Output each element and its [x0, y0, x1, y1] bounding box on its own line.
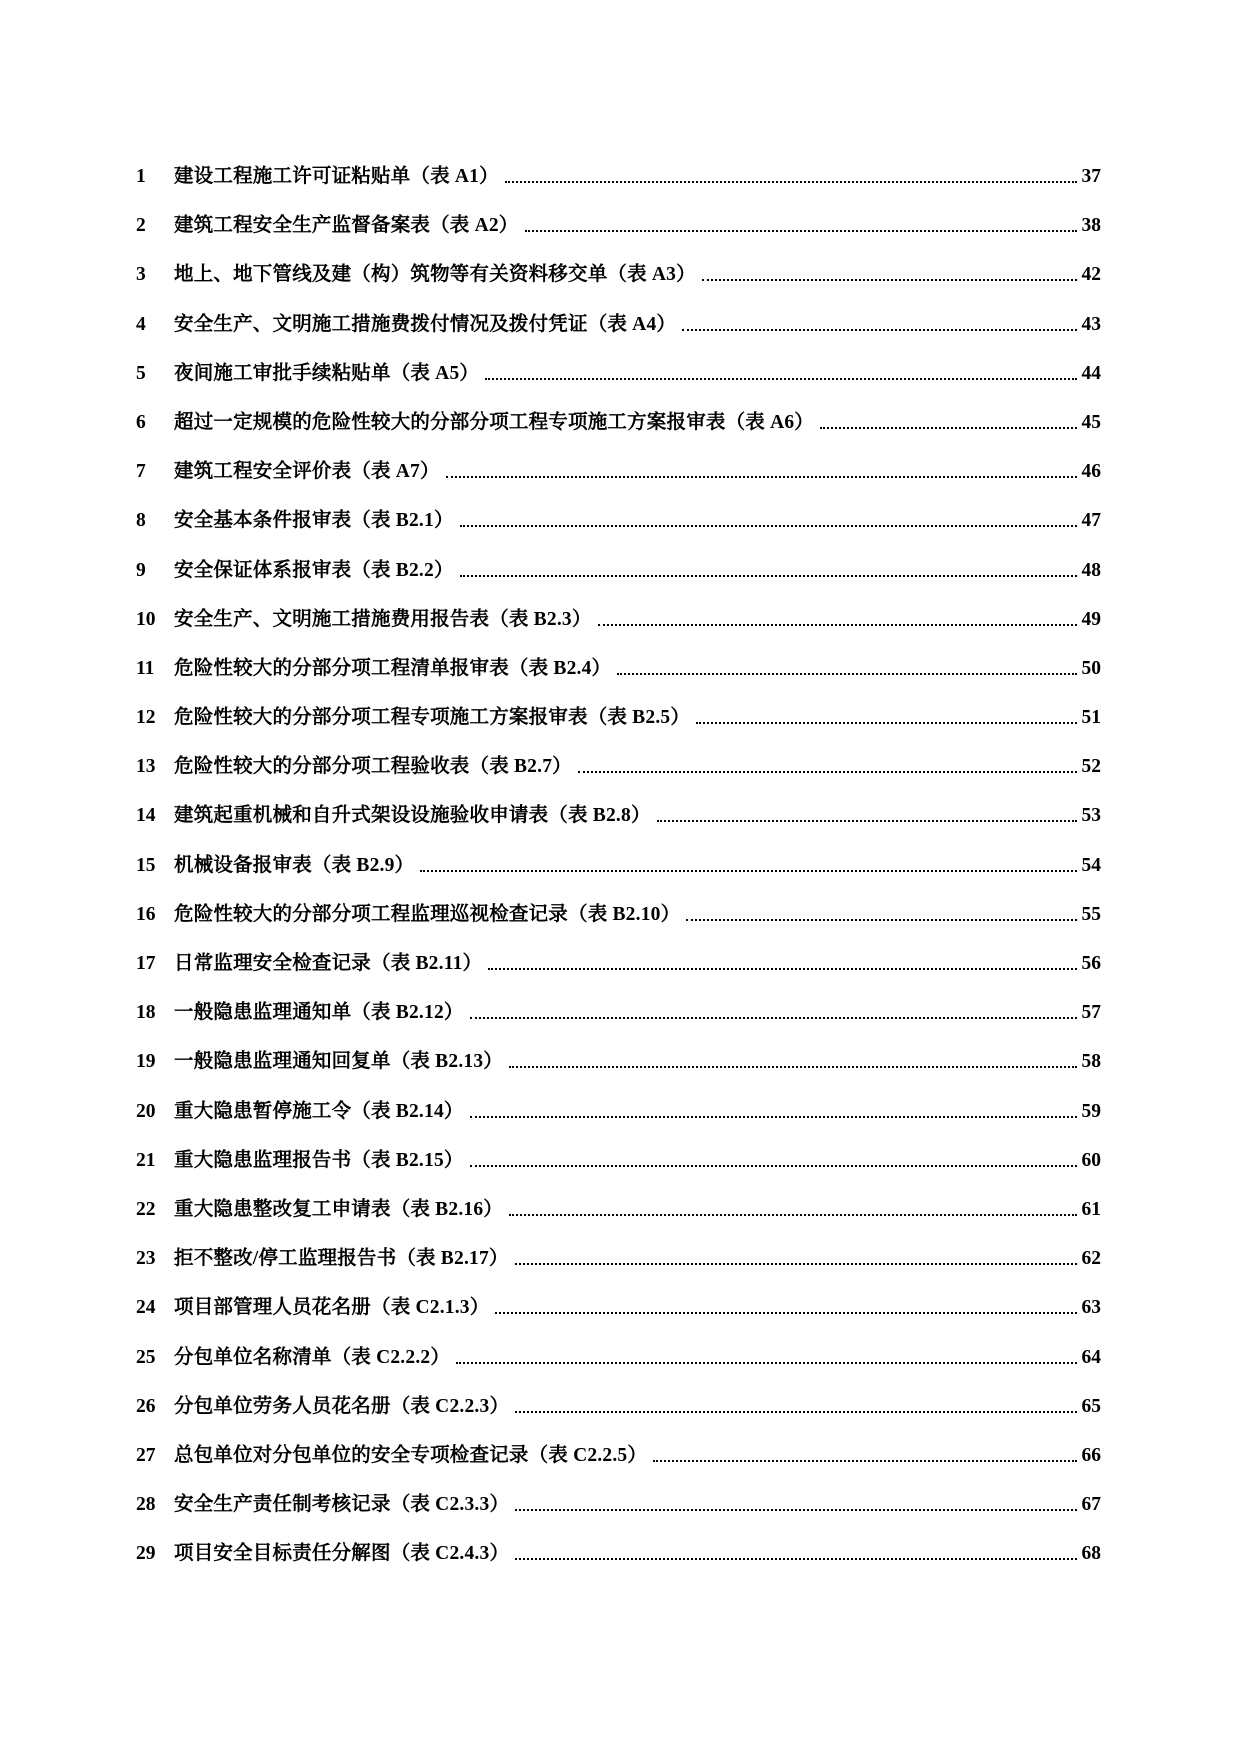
toc-entry[interactable] [136, 853, 1101, 902]
toc-entry-number: 25 [136, 1346, 156, 1368]
toc-entry-page-number: 56 [1081, 953, 1101, 974]
toc-entry-number: 24 [136, 1297, 156, 1319]
toc-entry-page-number: 62 [1081, 1248, 1101, 1270]
toc-entry-number: 26 [136, 1395, 156, 1417]
toc-entry-page-number: 42 [1081, 264, 1101, 286]
toc-entry-page-number: 49 [1081, 608, 1101, 630]
toc-entry-number: 12 [136, 707, 156, 729]
toc-entry-title: 项目部管理人员花名册（表 C2.1.3） [174, 1297, 490, 1319]
toc-entry[interactable] [136, 1148, 1101, 1197]
toc-entry-page-number: 53 [1081, 805, 1101, 827]
toc-entry-title: 分包单位名称清单（表 C2.2.2） [174, 1346, 451, 1368]
toc-dot-leader [505, 164, 1077, 183]
toc-entry-title: 安全保证体系报审表（表 B2.2） [174, 559, 454, 581]
toc-entry-number: 3 [136, 264, 146, 286]
toc-entry-page-number: 38 [1081, 215, 1101, 237]
toc-entry-page-number: 60 [1081, 1149, 1101, 1171]
toc-dot-leader [686, 902, 1077, 921]
toc-entry-page-number: 65 [1081, 1395, 1101, 1417]
toc-dot-leader [657, 803, 1077, 822]
toc-dot-leader [456, 1345, 1077, 1364]
toc-entry-title: 夜间施工审批手续粘贴单（表 A5） [174, 362, 480, 384]
toc-entry-title: 一般隐患监理通知单（表 B2.12） [174, 1002, 464, 1024]
toc-dot-leader [420, 853, 1077, 872]
toc-entry-page-number: 68 [1081, 1543, 1101, 1565]
toc-entry[interactable] [136, 1394, 1101, 1443]
toc-entry-number: 8 [136, 510, 146, 532]
toc-dot-leader [515, 1492, 1077, 1511]
toc-entry[interactable] [136, 1246, 1101, 1295]
toc-entry-title: 拒不整改/停工监理报告书（表 B2.17） [174, 1248, 509, 1270]
toc-entry[interactable] [136, 1000, 1101, 1049]
toc-entry-number: 14 [136, 805, 156, 827]
toc-entry-page-number: 67 [1081, 1494, 1101, 1516]
toc-entry-number: 13 [136, 756, 156, 778]
toc-entry-page-number: 45 [1081, 411, 1101, 433]
toc-entry-title: 地上、地下管线及建（构）筑物等有关资料移交单（表 A3） [174, 264, 696, 286]
toc-dot-leader [820, 410, 1077, 429]
toc-entry-page-number: 61 [1081, 1198, 1101, 1220]
toc-entry-number: 17 [136, 953, 156, 974]
toc-entry[interactable] [136, 1049, 1101, 1098]
toc-entry-title: 分包单位劳务人员花名册（表 C2.2.3） [174, 1395, 510, 1417]
toc-entry[interactable] [136, 803, 1101, 852]
toc-entry-page-number: 58 [1081, 1051, 1101, 1073]
toc-entry-number: 5 [136, 362, 146, 384]
toc-entry-number: 21 [136, 1149, 156, 1171]
toc-entry-page-number: 59 [1081, 1100, 1101, 1122]
toc-entry[interactable] [136, 1099, 1101, 1148]
toc-entry-number: 22 [136, 1198, 156, 1220]
toc-entry-number: 23 [136, 1248, 156, 1270]
toc-dot-leader [460, 508, 1077, 527]
toc-entry[interactable] [136, 1541, 1101, 1590]
toc-entry-page-number: 51 [1081, 707, 1101, 729]
toc-entry[interactable] [136, 1345, 1101, 1394]
toc-entry-number: 6 [136, 411, 146, 433]
toc-entry-page-number: 37 [1081, 166, 1101, 187]
toc-entry-number: 19 [136, 1051, 156, 1073]
toc-entry-number: 9 [136, 559, 146, 581]
toc-entry[interactable] [136, 1492, 1101, 1541]
toc-dot-leader [488, 951, 1077, 970]
toc-entry-number: 2 [136, 215, 146, 237]
toc-entry[interactable] [136, 1197, 1101, 1246]
toc-entry-number: 18 [136, 1002, 156, 1024]
toc-dot-leader [515, 1246, 1077, 1265]
toc-entry-page-number: 46 [1081, 461, 1101, 483]
toc-entry-page-number: 63 [1081, 1297, 1101, 1319]
toc-entry-page-number: 43 [1081, 313, 1101, 335]
toc-entry-number: 28 [136, 1494, 156, 1516]
toc-entry[interactable] [136, 656, 1101, 705]
toc-entry-number: 11 [136, 657, 155, 679]
toc-dot-leader [653, 1443, 1077, 1462]
toc-entry-number: 4 [136, 313, 146, 335]
toc-entry-title: 建筑起重机械和自升式架设设施验收申请表（表 B2.8） [174, 805, 651, 827]
toc-dot-leader [470, 1000, 1077, 1019]
toc-entry-title: 项目安全目标责任分解图（表 C2.4.3） [174, 1543, 510, 1565]
toc-entry-number: 20 [136, 1100, 156, 1122]
toc-entry-number: 1 [136, 166, 146, 187]
toc-dot-leader [702, 262, 1077, 281]
toc-dot-leader [617, 656, 1077, 675]
toc-entry-number: 7 [136, 461, 146, 483]
toc-entry-number: 27 [136, 1444, 156, 1466]
toc-entry[interactable] [136, 705, 1101, 754]
toc-entry-title: 机械设备报审表（表 B2.9） [174, 854, 415, 876]
toc-dot-leader [509, 1197, 1077, 1216]
toc-dot-leader [598, 607, 1077, 626]
toc-entry-title: 重大隐患监理报告书（表 B2.15） [174, 1149, 464, 1171]
toc-entry-title: 危险性较大的分部分项工程验收表（表 B2.7） [174, 756, 572, 778]
toc-entry[interactable] [136, 558, 1101, 607]
toc-entry-page-number: 50 [1081, 657, 1101, 679]
toc-entry-number: 16 [136, 903, 156, 925]
toc-entry-page-number: 57 [1081, 1002, 1101, 1024]
toc-entry-page-number: 54 [1081, 854, 1101, 876]
toc-entry-title: 安全生产责任制考核记录（表 C2.3.3） [174, 1494, 510, 1516]
toc-entry-title: 日常监理安全检查记录（表 B2.11） [174, 953, 483, 974]
toc-entry-number: 15 [136, 854, 156, 876]
toc-entry-page-number: 52 [1081, 756, 1101, 778]
toc-entry-title: 建设工程施工许可证粘贴单（表 A1） [174, 166, 499, 187]
toc-entry[interactable] [136, 754, 1101, 803]
toc-entry-title: 一般隐患监理通知回复单（表 B2.13） [174, 1051, 504, 1073]
toc-entry[interactable] [136, 164, 1101, 213]
toc-entry-title: 安全基本条件报审表（表 B2.1） [174, 510, 454, 532]
toc-dot-leader [470, 1099, 1077, 1118]
toc-entry[interactable] [136, 508, 1101, 557]
toc-entry-number: 29 [136, 1543, 156, 1565]
toc-entry[interactable] [136, 902, 1101, 951]
toc-entry-title: 危险性较大的分部分项工程专项施工方案报审表（表 B2.5） [174, 707, 691, 729]
toc-entry[interactable] [136, 213, 1101, 262]
toc-dot-leader [682, 312, 1077, 331]
toc-dot-leader [515, 1541, 1077, 1560]
toc-entry-page-number: 66 [1081, 1444, 1101, 1466]
toc-entry[interactable] [136, 361, 1101, 410]
toc-dot-leader [485, 361, 1077, 380]
toc-entry-title: 危险性较大的分部分项工程清单报审表（表 B2.4） [174, 657, 612, 679]
toc-dot-leader [470, 1148, 1077, 1167]
toc-entry-title: 建筑工程安全生产监督备案表（表 A2） [174, 215, 519, 237]
toc-entry-number: 10 [136, 608, 156, 630]
toc-entry-title: 建筑工程安全评价表（表 A7） [174, 461, 440, 483]
toc-entry-title: 重大隐患暂停施工令（表 B2.14） [174, 1100, 464, 1122]
toc-entry-page-number: 48 [1081, 559, 1101, 581]
toc-dot-leader [446, 459, 1077, 478]
toc-entry[interactable] [136, 459, 1101, 508]
toc-entry-title: 安全生产、文明施工措施费用报告表（表 B2.3） [174, 608, 592, 630]
toc-dot-leader [495, 1295, 1077, 1314]
toc-entry[interactable] [136, 312, 1101, 361]
toc-entry-page-number: 47 [1081, 510, 1101, 532]
toc-entry-title: 危险性较大的分部分项工程监理巡视检查记录（表 B2.10） [174, 903, 681, 925]
toc-dot-leader [460, 558, 1077, 577]
toc-dot-leader [696, 705, 1077, 724]
toc-dot-leader [578, 754, 1077, 773]
toc-entry[interactable] [136, 1443, 1101, 1492]
toc-dot-leader [509, 1049, 1077, 1068]
toc-entry-title: 超过一定规模的危险性较大的分部分项工程专项施工方案报审表（表 A6） [174, 411, 815, 433]
toc-entry[interactable] [136, 951, 1101, 1000]
toc-entry-title: 重大隐患整改复工申请表（表 B2.16） [174, 1198, 504, 1220]
toc-entry-title: 安全生产、文明施工措施费拨付情况及拨付凭证（表 A4） [174, 313, 677, 335]
toc-entry[interactable] [136, 607, 1101, 656]
table-of-contents [136, 164, 1101, 1590]
toc-dot-leader [525, 213, 1077, 232]
toc-entry-page-number: 55 [1081, 903, 1101, 925]
toc-entry-title: 总包单位对分包单位的安全专项检查记录（表 C2.2.5） [174, 1444, 648, 1466]
toc-entry-page-number: 64 [1081, 1346, 1101, 1368]
toc-entry[interactable] [136, 410, 1101, 459]
toc-entry[interactable] [136, 1295, 1101, 1344]
toc-entry[interactable] [136, 262, 1101, 311]
toc-entry-page-number: 44 [1081, 362, 1101, 384]
toc-dot-leader [515, 1394, 1077, 1413]
